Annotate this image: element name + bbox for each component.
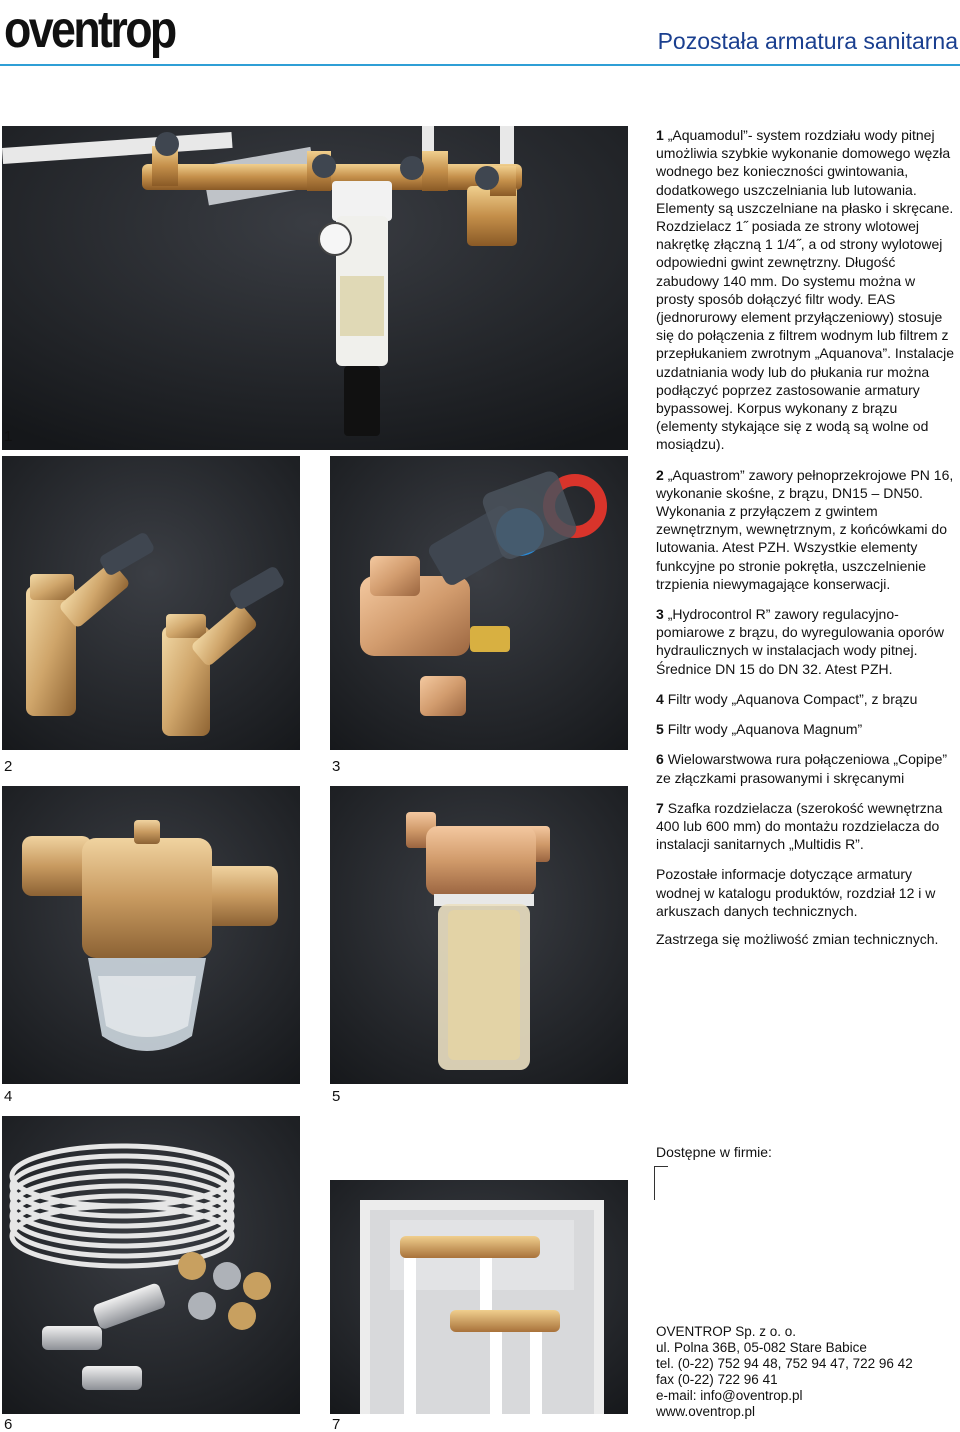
description-7: 7 Szafka rozdzielacza (szerokość wewnętrzna 400 lub 600 mm) do montażu rozdzielacza do instalacji sanitarnych „Multidis R”. xyxy=(656,799,943,853)
photo-aquanova-magnum xyxy=(330,786,628,1084)
figure-number-4: 4 xyxy=(4,1088,13,1105)
figure-number-3: 3 xyxy=(332,758,341,775)
photo-aquastrom xyxy=(2,456,300,750)
figure-number-1: 1 xyxy=(4,428,13,445)
dealer-stamp-bracket xyxy=(654,1166,668,1200)
figure-number-6: 6 xyxy=(4,1416,13,1432)
figure-number-2: 2 xyxy=(4,758,13,775)
contact-fax: fax (0-22) 722 96 41 xyxy=(656,1372,778,1387)
contact-address: ul. Polna 36B, 05-082 Stare Babice xyxy=(656,1340,867,1355)
description-4: 4 Filtr wody „Aquanova Compact”, z brązu xyxy=(656,690,918,707)
photo-copipe xyxy=(2,1116,300,1414)
figure-number-7: 7 xyxy=(332,1416,341,1432)
photo-aquanova-compact xyxy=(2,786,300,1084)
photo-multidis-cabinet xyxy=(330,1180,628,1414)
description-5: 5 Filtr wody „Aquanova Magnum” xyxy=(656,721,863,738)
header-divider xyxy=(0,64,960,66)
product-descriptions xyxy=(656,126,956,932)
contact-email[interactable]: e-mail: info@oventrop.pl xyxy=(656,1388,803,1403)
contact-block xyxy=(656,1324,913,1420)
photo-hydrocontrol xyxy=(330,456,628,750)
contact-website[interactable]: www.oventrop.pl xyxy=(656,1404,756,1419)
description-3: 3 „Hydrocontrol R” zawory regulacyjno-pomiarowe z brązu, do wyregulowania oporów hydraulicznych w instalacjach wody pitnej. Średnice DN 15 do DN 32. Atest PZH. xyxy=(656,606,944,677)
contact-tel: tel. (0-22) 752 94 48, 752 94 47, 722 96 42 xyxy=(656,1356,913,1371)
available-at-label: Dostępne w firmie: xyxy=(656,1144,772,1160)
contact-company: OVENTROP Sp. z o. o. xyxy=(656,1324,797,1339)
description-2: 2 „Aquastrom” zawory pełnoprzekrojowe PN 16, wykonanie skośne, z brązu, DN15 – DN50. Wykonania z przyłączem z gwintem zewnętrznym, wewnętrznym, z końcówkami do lutowania. Atest PZH. Wszystkie elementy funkcyjne po stronie pokrętła, uszczelnienie trzpienia niewymagające konserwacji. xyxy=(656,466,954,592)
description-6: 6 Wielowarstwowa rura połączeniowa „Copipe” ze złączkami prasowanymi i skręcanymi xyxy=(656,751,948,786)
figure-number-5: 5 xyxy=(332,1088,341,1105)
oventrop-logo: oventrop xyxy=(4,1,175,59)
photo-aquamodul xyxy=(2,126,628,450)
page-title: Pozostała armatura sanitarna xyxy=(657,28,958,54)
description-1: 1 „Aquamodul”- system rozdziału wody pitnej umożliwia szybkie wykonanie domowego węzła wodnego bez konieczności gwintowania, dodatkowego uszczelniania lub lutowania. Elementy są uszczelniane na płasko i skręcane. Rozdzielacz 1˝ posiada ze strony wlotowej nakrętkę złączną 1 1/4˝, a od strony wylotowej odpowiedni gwint zewnętrzny. Długość zabudowy 140 mm. Do systemu można w prosty sposób dołączyć filtr wody. EAS (jednorurowy element przyłączeniowy) stosuje się do połączenia z filtrem wodnym lub filtrem z przepłukaniem zwrotnym „Aquanova”. Instalacje uzdatniania wody lub do płukania rur można podłączyć poprzez zastosowanie armatury bypassowej. Korpus wykonany z brązu (elementy stykające się z wodą są wolne od mosiądzu). xyxy=(656,127,955,453)
technical-changes-note: Zastrzega się możliwość zmian technicznych. xyxy=(656,931,939,947)
more-info: Pozostałe informacje dotyczące armatury wodnej w katalogu produktów, rozdział 12 i w arkuszach danych technicznych. xyxy=(656,866,936,919)
